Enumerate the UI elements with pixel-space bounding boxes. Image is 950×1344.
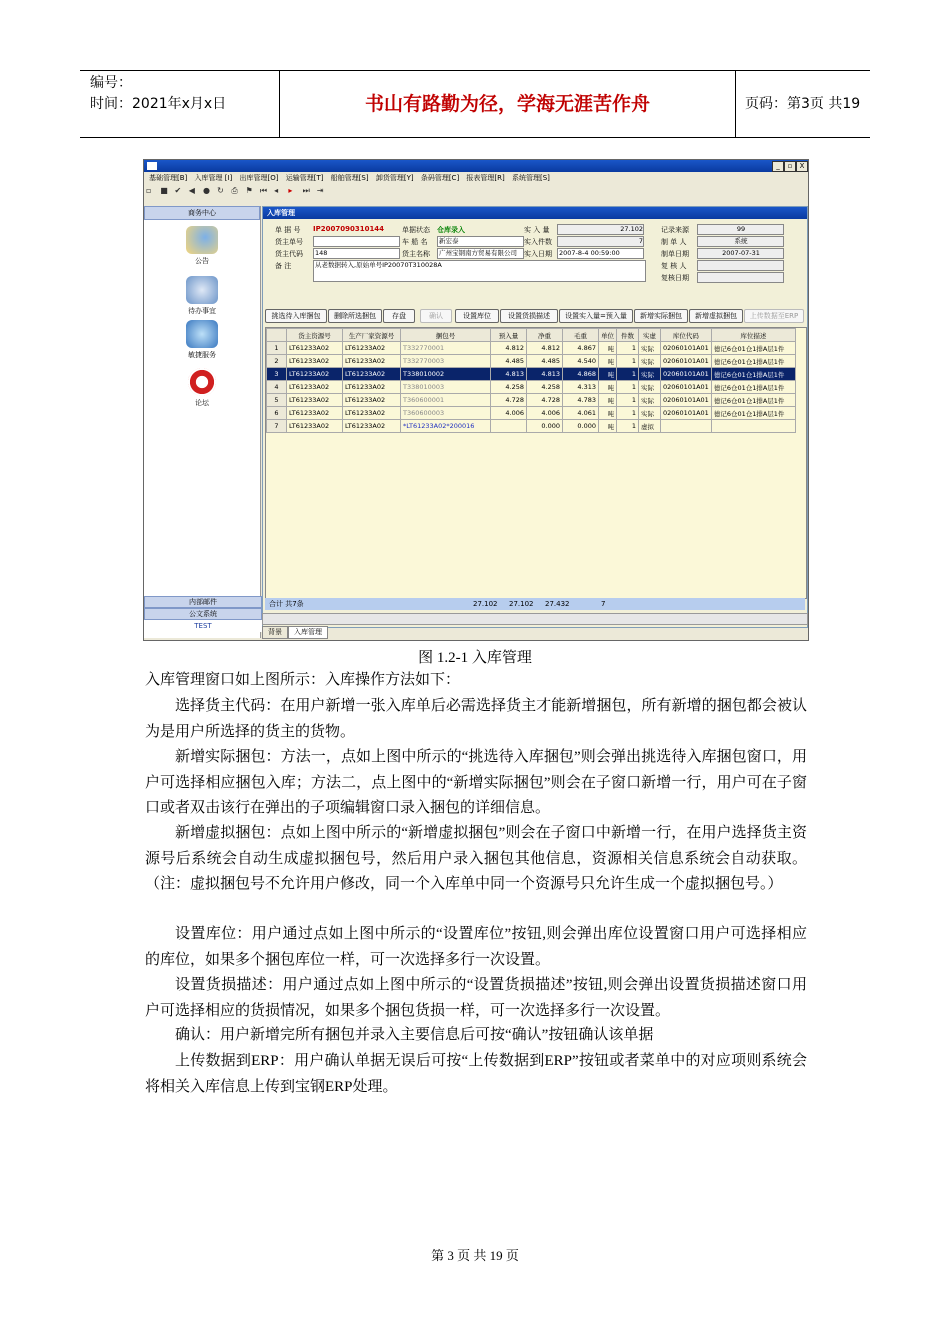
table-cell[interactable]: 7 — [267, 420, 287, 433]
table-cell[interactable]: 4.867 — [563, 342, 599, 355]
table-cell[interactable]: 02060101A01 — [661, 394, 712, 407]
table-cell[interactable]: 6 — [267, 407, 287, 420]
owner-doc-field[interactable] — [313, 236, 400, 247]
column-header[interactable]: 生产厂家资源号 — [343, 329, 401, 342]
column-header[interactable]: 库位代码 — [661, 329, 712, 342]
ship-field[interactable]: 新宏泰 — [437, 236, 524, 247]
sidebar-item-notice[interactable] — [144, 226, 260, 266]
column-header[interactable]: 捆包号 — [401, 329, 491, 342]
column-header[interactable]: 实虚 — [639, 329, 661, 342]
pick-bundle-button[interactable]: 挑选待入库捆包 — [265, 309, 327, 323]
table-cell[interactable]: 02060101A01 — [661, 381, 712, 394]
table-cell[interactable]: 吨 — [599, 342, 617, 355]
table-cell[interactable]: LT61233A02 — [287, 342, 343, 355]
notice-icon — [186, 226, 218, 254]
table-cell[interactable]: 1 — [617, 342, 639, 355]
sidebar — [144, 206, 261, 638]
footer-gross: 27.432 — [545, 600, 570, 608]
note-label: 备 注 — [275, 262, 292, 270]
pieces-label: 实入件数 — [524, 238, 552, 246]
menu-bar — [144, 173, 808, 184]
reviewer-label: 复 核 人 — [661, 262, 687, 270]
filter-icon[interactable]: ⚑ — [245, 186, 253, 195]
footer-pieces: 7 — [601, 600, 606, 608]
owner-name-label: 货主名称 — [402, 250, 430, 258]
table-cell[interactable]: 吨 — [599, 381, 617, 394]
table-cell[interactable]: LT61233A02 — [287, 394, 343, 407]
table-cell[interactable]: 吨 — [599, 420, 617, 433]
inbound-child-window — [262, 206, 808, 628]
column-header[interactable]: 件数 — [617, 329, 639, 342]
table-cell[interactable]: LT61233A02 — [343, 394, 401, 407]
paragraph: 新增虚拟捆包：点如上图中所示的“新增虚拟捆包”则会在子窗口中新增一行，在用户选择货主资源号后系统会自动生成虚拟捆包号，然后用户录入捆包其他信息，资源相关信息系统会自动获取。（注：虚拟捆包号不允许用户修改，同一个入库单中同一个资源号只允许生成一个虚拟捆包号。） — [145, 825, 807, 892]
sidebar-item-todo[interactable] — [144, 276, 260, 316]
table-cell[interactable]: LT61233A02 — [287, 368, 343, 381]
table-cell[interactable]: 德记6仓01仓1排A层1件 — [711, 355, 795, 368]
table-cell[interactable]: LT61233A02 — [287, 381, 343, 394]
table-cell[interactable]: 0.000 — [563, 420, 599, 433]
set-location-button[interactable]: 设置库位 — [455, 309, 499, 323]
set-damage-button[interactable]: 设置货损描述 — [500, 309, 558, 323]
sidebar-title[interactable]: 商务中心 — [144, 206, 260, 220]
table-cell[interactable]: 4.812 — [527, 342, 563, 355]
save-button[interactable]: 存盘 — [383, 309, 415, 323]
owner-name-field[interactable]: 广州宝钢南方贸易有限公司 — [437, 248, 524, 259]
table-row[interactable] — [267, 381, 796, 394]
paragraph: 新增实际捆包：方法一，点如上图中所示的“挑选待入库捆包”则会弹出挑选待入库捆包窗口，用户可选择相应捆包入库；方法二，点上图中的“新增实际捆包”则会在子窗口新增一行，用户可在子窗口或者双击该行在弹出的子项编辑窗口录入捆包的详细信息。 — [145, 749, 807, 816]
menu-inbound[interactable]: 入库管理 [I] — [194, 174, 233, 182]
time-label: 时间：2021年x月x日 — [90, 96, 227, 112]
nav-prev-icon[interactable]: ◂ — [274, 186, 279, 195]
owner-code-label: 货主代码 — [275, 250, 303, 258]
table-header-row — [267, 329, 796, 342]
table-cell[interactable]: 4.783 — [563, 394, 599, 407]
table-cell[interactable]: 4.813 — [527, 368, 563, 381]
table-cell[interactable]: 4.485 — [527, 355, 563, 368]
table-cell[interactable]: 德记6仓01仓1排A层1件 — [711, 407, 795, 420]
record-src-label: 记录来源 — [661, 226, 689, 234]
menu-unload[interactable]: 卸货管理[Y] — [375, 174, 414, 182]
table-cell[interactable]: 1 — [617, 394, 639, 407]
table-cell[interactable]: 4.812 — [491, 342, 527, 355]
table-cell[interactable]: 4.813 — [491, 368, 527, 381]
table-row[interactable] — [267, 394, 796, 407]
table-cell[interactable]: 4.006 — [491, 407, 527, 420]
status-value: 仓库录入 — [437, 226, 465, 234]
table-cell[interactable]: LT61233A02 — [343, 420, 401, 433]
table-cell[interactable]: 4.485 — [491, 355, 527, 368]
sidebar-item-label: 敏捷服务 — [188, 351, 216, 359]
table-cell[interactable]: LT61233A02 — [343, 342, 401, 355]
table-cell[interactable]: 02060101A01 — [661, 368, 712, 381]
first-icon[interactable]: ◀ — [188, 186, 195, 195]
close-button[interactable]: X — [796, 161, 808, 172]
table-cell[interactable]: 2 — [267, 355, 287, 368]
table-cell[interactable]: 实际 — [639, 407, 661, 420]
table-cell[interactable]: 实际 — [639, 381, 661, 394]
actual-qty-field[interactable]: 27.102 — [557, 224, 644, 235]
paragraph: 设置库位：用户通过点如上图中所示的“设置库位”按钮,则会弹出库位设置窗口用户可选择相应的库位，如果多个捆包库位一样，可一次选择多行一次设置。 — [145, 926, 807, 968]
table-cell[interactable]: 德记6仓01仓1排A层1件 — [711, 342, 795, 355]
service-icon — [186, 320, 218, 348]
table-cell[interactable]: 实际 — [639, 342, 661, 355]
table-cell[interactable]: 德记6仓01仓1排A层1件 — [711, 394, 795, 407]
table-cell[interactable]: 1 — [617, 407, 639, 420]
set-qty-button[interactable]: 设置实入量=预入量 — [559, 309, 633, 323]
exit-icon[interactable]: ⇥ — [316, 186, 324, 195]
table-cell[interactable]: T338010002 — [401, 368, 491, 381]
doc-no-value: IP2007090310144 — [313, 225, 385, 233]
table-cell[interactable]: T338010003 — [401, 381, 491, 394]
table-row[interactable] — [267, 342, 796, 355]
table-cell[interactable] — [711, 420, 795, 433]
table-cell[interactable]: 1 — [267, 342, 287, 355]
motto: 书山有路勤为径，学海无涯苦作舟 — [280, 71, 736, 137]
paragraph: 确认：用户新增完所有捆包并录入主要信息后可按“确认”按钮确认该单据 — [175, 1027, 654, 1043]
table-cell[interactable]: LT61233A02 — [343, 407, 401, 420]
menu-transport[interactable]: 运输管理[T] — [285, 174, 324, 182]
table-cell[interactable]: 吨 — [599, 355, 617, 368]
footer-pre: 27.102 — [473, 600, 498, 608]
page-header — [80, 70, 870, 138]
paragraph: 设置货损描述：用户通过点如上图中所示的“设置货损描述”按钮,则会弹出设置货损描述窗口用户可选择相应的货损情况，如果多个捆包货损一样，可一次选择多行一次设置。 — [145, 977, 807, 1019]
maker-label: 制 单 人 — [661, 238, 687, 246]
tab-inbound[interactable]: 入库管理 — [288, 626, 328, 639]
table-cell[interactable] — [491, 420, 527, 433]
column-header[interactable]: 货主资源号 — [287, 329, 343, 342]
window-tabs — [262, 626, 328, 638]
menu-outbound[interactable]: 出库管理[O] — [239, 174, 279, 182]
inbound-form — [267, 223, 803, 303]
todo-icon — [186, 276, 218, 304]
table-cell[interactable]: 02060101A01 — [661, 407, 712, 420]
upload-erp-button[interactable]: 上传数据至ERP — [744, 309, 804, 323]
pieces-field[interactable]: 7 — [557, 236, 644, 247]
bundle-table — [266, 328, 796, 433]
sidebar-test[interactable]: TEST — [144, 620, 262, 632]
figure-caption: 图 1.2-1 入库管理 — [418, 650, 532, 666]
print-icon[interactable]: ⎙ — [231, 186, 238, 195]
table-cell[interactable]: T332770001 — [401, 342, 491, 355]
table-row[interactable] — [267, 355, 796, 368]
table-cell[interactable]: 实际 — [639, 368, 661, 381]
table-cell[interactable]: T360600003 — [401, 407, 491, 420]
table-cell[interactable]: LT61233A02 — [343, 381, 401, 394]
record-icon[interactable]: ● — [202, 186, 210, 195]
sidebar-item-label: 待办事宜 — [188, 307, 216, 315]
make-date-label: 制单日期 — [661, 250, 689, 258]
nav-next-icon[interactable]: ▸ — [288, 186, 293, 195]
table-cell[interactable]: T332770003 — [401, 355, 491, 368]
confirm-button[interactable]: 确认 — [420, 309, 452, 323]
bundle-grid — [265, 327, 807, 599]
table-cell[interactable]: 0.000 — [527, 420, 563, 433]
grid-footer — [265, 598, 805, 610]
table-cell[interactable]: LT61233A02 — [287, 407, 343, 420]
owner-code-field[interactable]: 148 — [313, 248, 400, 259]
table-cell[interactable]: 实际 — [639, 355, 661, 368]
number-label: 编号： — [90, 75, 132, 91]
maker-field[interactable]: 系统 — [697, 236, 784, 247]
new-icon[interactable]: ▫ — [146, 186, 152, 195]
menu-report[interactable]: 报表管理[R] — [466, 174, 505, 182]
table-cell[interactable]: 4.006 — [527, 407, 563, 420]
table-cell[interactable]: 4.728 — [491, 394, 527, 407]
paragraph: 上传数据到ERP：用户确认单据无误后可按“上传数据到ERP”按钮或者菜单中的对应项则系统会将相关入库信息上传到宝钢ERP处理。 — [145, 1053, 807, 1095]
column-header[interactable]: 单位 — [599, 329, 617, 342]
table-cell[interactable]: LT61233A02 — [287, 355, 343, 368]
column-header[interactable]: 预入量 — [491, 329, 527, 342]
table-cell[interactable]: 4 — [267, 381, 287, 394]
nav-last-icon[interactable]: ⏭ — [302, 186, 310, 195]
save-icon[interactable]: ■ — [160, 186, 168, 195]
table-cell[interactable]: 4.258 — [527, 381, 563, 394]
table-cell[interactable]: 实际 — [639, 394, 661, 407]
menu-basic[interactable]: 基础管理[B] — [149, 174, 188, 182]
sidebar-item-label: 公告 — [195, 257, 209, 265]
in-date-field[interactable]: 2007-8-4 00:59:00 — [557, 248, 644, 259]
table-cell[interactable]: 吨 — [599, 407, 617, 420]
refresh-icon[interactable]: ↻ — [217, 186, 224, 195]
sidebar-docs[interactable]: 公文系统 — [144, 608, 262, 620]
table-cell[interactable]: 4.258 — [491, 381, 527, 394]
sidebar-mail[interactable]: 内部邮件 — [144, 596, 262, 608]
toolbar — [146, 186, 329, 198]
minimize-button[interactable]: _ — [772, 161, 784, 172]
table-cell[interactable]: 1 — [617, 355, 639, 368]
column-header[interactable]: 库位描述 — [711, 329, 795, 342]
title-bar — [144, 160, 808, 172]
table-cell[interactable]: 4.728 — [527, 394, 563, 407]
delete-bundle-button[interactable]: 删除所选捆包 — [328, 309, 382, 323]
check-icon[interactable]: ✔ — [174, 186, 182, 195]
status-label: 单据状态 — [402, 226, 430, 234]
table-cell[interactable] — [661, 420, 712, 433]
table-cell[interactable]: 吨 — [599, 394, 617, 407]
paragraph: 入库管理窗口如上图所示：入库操作方法如下： — [145, 672, 461, 688]
review-date-label: 复核日期 — [661, 274, 689, 282]
add-virtual-bundle-button[interactable]: 新增虚拟捆包 — [689, 309, 743, 323]
table-row[interactable] — [267, 368, 796, 381]
table-cell[interactable]: 5 — [267, 394, 287, 407]
page-footer: 第 3 页 共 19 页 — [431, 1248, 519, 1263]
app-icon — [147, 162, 157, 170]
header-left — [80, 71, 280, 137]
column-header[interactable] — [267, 329, 287, 342]
table-cell[interactable]: 德记6仓01仓1排A层1件 — [711, 381, 795, 394]
forum-icon — [188, 368, 216, 396]
table-cell[interactable]: 4.540 — [563, 355, 599, 368]
note-field[interactable]: 从老数据转入,原始单号IP20070T310028A — [313, 260, 646, 282]
menu-barcode[interactable]: 条码管理[C] — [420, 174, 460, 182]
table-cell[interactable]: 1 — [617, 368, 639, 381]
table-cell[interactable]: LT61233A02 — [287, 420, 343, 433]
tab-background[interactable]: 背景 — [262, 626, 288, 639]
add-real-bundle-button[interactable]: 新增实际捆包 — [634, 309, 688, 323]
table-cell[interactable]: 吨 — [599, 368, 617, 381]
column-header[interactable]: 毛重 — [563, 329, 599, 342]
table-cell[interactable]: LT61233A02 — [343, 368, 401, 381]
table-row[interactable] — [267, 420, 796, 433]
table-cell[interactable]: T360600001 — [401, 394, 491, 407]
table-cell[interactable]: 德记6仓01仓1排A层1件 — [711, 368, 795, 381]
table-cell[interactable]: 4.868 — [563, 368, 599, 381]
ship-label: 车 船 名 — [402, 238, 428, 246]
record-src-field[interactable]: 99 — [697, 224, 784, 235]
table-cell[interactable]: 1 — [617, 420, 639, 433]
table-row[interactable] — [267, 407, 796, 420]
menu-system[interactable]: 系统管理[S] — [511, 174, 550, 182]
table-cell[interactable]: 虚拟 — [639, 420, 661, 433]
app-window — [143, 159, 809, 641]
column-header[interactable]: 净重 — [527, 329, 563, 342]
table-cell[interactable]: 4.061 — [563, 407, 599, 420]
nav-first-icon[interactable]: ⏮ — [259, 186, 268, 195]
paragraph: 选择货主代码：在用户新增一张入库单后必需选择货主才能新增捆包，所有新增的捆包都会被认为是用户所选择的货主的货物。 — [145, 698, 807, 740]
table-cell[interactable]: LT61233A02 — [343, 355, 401, 368]
sidebar-item-forum[interactable] — [144, 368, 260, 408]
table-cell[interactable]: 02060101A01 — [661, 355, 712, 368]
actual-qty-label: 实 入 量 — [524, 226, 550, 234]
in-date-label: 实入日期 — [524, 250, 552, 258]
horizontal-scrollbar[interactable] — [262, 613, 808, 625]
table-cell[interactable]: 02060101A01 — [661, 342, 712, 355]
child-title: 入库管理 — [263, 207, 807, 219]
table-cell[interactable]: *LT61233A02*200016 — [401, 420, 491, 433]
table-cell[interactable]: 4.313 — [563, 381, 599, 394]
sidebar-item-label: 论坛 — [195, 399, 209, 407]
owner-doc-label: 货主单号 — [275, 238, 303, 246]
table-cell[interactable]: 1 — [617, 381, 639, 394]
review-date-field[interactable] — [697, 272, 784, 283]
menu-ship[interactable]: 船舶管理[S] — [330, 174, 369, 182]
doc-no-label: 单 据 号 — [275, 226, 301, 234]
table-cell[interactable]: 3 — [267, 368, 287, 381]
make-date-field[interactable]: 2007-07-31 — [697, 248, 784, 259]
footer-count: 合计 共7条 — [269, 600, 304, 608]
footer-net: 27.102 — [509, 600, 534, 608]
sidebar-item-service[interactable] — [144, 320, 260, 360]
page-label: 页码：第3页 共19 — [745, 96, 861, 112]
maximize-button[interactable]: ▫ — [784, 161, 796, 172]
reviewer-field[interactable] — [697, 260, 784, 271]
